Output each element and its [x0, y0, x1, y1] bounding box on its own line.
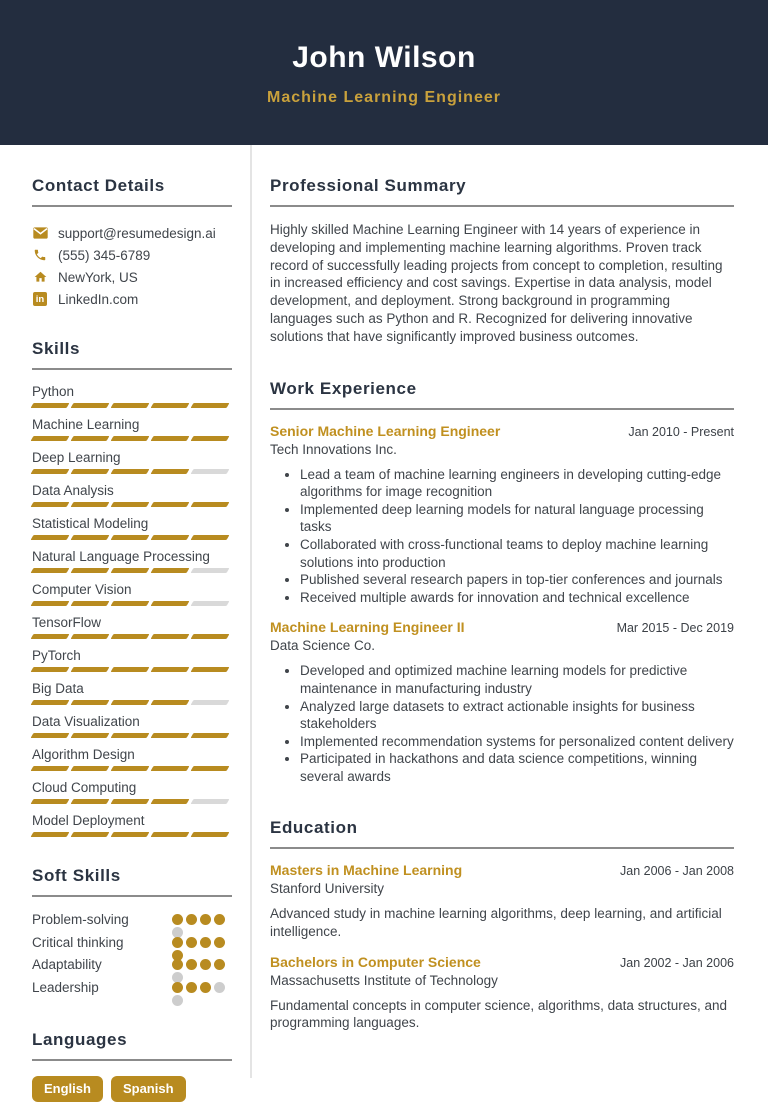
skill-bar-segment	[71, 733, 110, 738]
contact-item-text: (555) 345-6789	[58, 247, 151, 263]
contact-item-text: NewYork, US	[58, 269, 138, 285]
job-bullet: • Participated in hackathons and data science competitions, winning several awards	[300, 750, 734, 785]
soft-skill-label: Adaptability	[32, 957, 102, 972]
skill-bar-segment	[191, 403, 230, 408]
skill-bar-segment	[191, 634, 230, 639]
skill-bar-segment	[71, 568, 110, 573]
contact-item	[32, 266, 232, 288]
job-header	[270, 423, 734, 439]
jobs-list	[270, 423, 734, 786]
skill-label: Data Analysis	[32, 483, 114, 498]
rating-dot	[186, 959, 197, 970]
skills-section	[32, 339, 232, 837]
contact-list	[32, 222, 232, 310]
skill-level-bar	[32, 403, 232, 408]
rating-dot	[214, 982, 225, 993]
degree-description: Advanced study in machine learning algorithms, deep learning, and artificial intelligence.	[270, 906, 722, 940]
degree-header	[270, 954, 734, 970]
skill-row	[32, 680, 232, 705]
candidate-title: Machine Learning Engineer	[267, 89, 501, 106]
rating-dot	[172, 959, 183, 970]
soft-skill-label: Problem-solving	[32, 912, 129, 927]
contact-item-text: LinkedIn.com	[58, 291, 139, 307]
skill-bar-segment	[111, 832, 150, 837]
skill-label: TensorFlow	[32, 615, 102, 630]
degree-dates: Jan 2006 - Jan 2008	[620, 864, 734, 879]
skill-bar-segment	[111, 634, 150, 639]
skill-bar-segment	[191, 601, 230, 606]
skill-bar-segment	[191, 535, 230, 540]
degree-description: Fundamental concepts in computer science, algorithms, data structures, and programming languages.	[270, 997, 727, 1031]
skill-row	[32, 548, 232, 573]
skill-bar-segment	[31, 799, 70, 804]
skill-label: Computer Vision	[32, 582, 132, 597]
section-rule	[32, 205, 232, 207]
skill-row	[32, 812, 232, 837]
skill-bar-segment	[71, 700, 110, 705]
skill-bar-segment	[191, 667, 230, 672]
rating-dot	[214, 914, 225, 925]
rating-dot	[200, 914, 211, 925]
skills-list	[32, 383, 232, 837]
soft-skill-label: Critical thinking	[32, 934, 124, 950]
job-dates: Mar 2015 - Dec 2019	[616, 621, 734, 636]
skill-bar-segment	[31, 601, 70, 606]
job-bullet: • Implemented deep learning models for natural language processing tasks	[300, 501, 734, 536]
job-header	[270, 619, 734, 635]
candidate-name: John Wilson	[292, 41, 476, 74]
skill-bar-segment	[31, 469, 70, 474]
skill-bar-segment	[151, 634, 190, 639]
home-icon	[32, 270, 48, 285]
linkedin-icon: in	[33, 292, 47, 306]
skill-bar-segment	[191, 733, 230, 738]
linkedin-icon	[32, 292, 48, 307]
skill-bar-segment	[31, 667, 70, 672]
skill-level-bar	[32, 766, 232, 771]
skill-bar-segment	[71, 601, 110, 606]
skill-level-bar	[32, 502, 232, 507]
skill-bar-segment	[191, 469, 230, 474]
contact-item	[32, 222, 232, 244]
skill-label: Algorithm Design	[32, 747, 135, 762]
skill-bar-segment	[71, 799, 110, 804]
skill-label: Python	[32, 384, 75, 399]
job-bullet: • Lead a team of machine learning engineers in developing cutting-edge algorithms for image recognition	[300, 466, 734, 501]
skill-bar-segment	[111, 469, 150, 474]
job-bullet: • Received multiple awards for innovation and technical excellence	[300, 589, 734, 607]
skill-bar-segment	[191, 799, 230, 804]
summary-heading: Professional Summary	[270, 176, 467, 195]
skill-label: Big Data	[32, 681, 84, 696]
degree-dates: Jan 2002 - Jan 2006	[620, 955, 734, 970]
soft-skill-row	[32, 979, 232, 1002]
skill-bar-segment	[111, 766, 150, 771]
skill-bar-segment	[151, 535, 190, 540]
skill-bar-segment	[151, 502, 190, 507]
job-bullet: • Implemented recommendation systems for personalized content delivery	[300, 733, 734, 751]
skill-bar-segment	[71, 766, 110, 771]
skill-label: Deep Learning	[32, 450, 121, 465]
education-heading: Education	[270, 818, 358, 838]
skill-bar-segment	[151, 436, 190, 441]
skill-row	[32, 713, 232, 738]
job-title: Machine Learning Engineer II	[270, 619, 465, 636]
skill-label: Statistical Modeling	[32, 516, 149, 531]
skill-bar-segment	[111, 667, 150, 672]
rating-dot	[200, 959, 211, 970]
skill-bar-segment	[111, 568, 150, 573]
rating-dot	[200, 982, 211, 993]
rating-dot	[172, 982, 183, 993]
skill-bar-segment	[151, 700, 190, 705]
skill-bar-segment	[31, 403, 70, 408]
skill-row	[32, 449, 232, 474]
resume-header	[0, 0, 768, 145]
skill-bar-segment	[71, 436, 110, 441]
skill-label: PyTorch	[32, 648, 81, 663]
section-rule	[32, 1059, 232, 1061]
skill-bar-segment	[151, 469, 190, 474]
language-badge: Spanish	[111, 1076, 186, 1102]
skill-bar-segment	[71, 403, 110, 408]
contact-heading: Contact Details	[32, 176, 165, 195]
skill-row	[32, 647, 232, 672]
skill-bar-segment	[151, 667, 190, 672]
skill-label: Data Visualization	[32, 714, 140, 729]
skill-bar-segment	[31, 436, 70, 441]
degree-school: Stanford University	[270, 881, 385, 897]
job-bullet: • Analyzed large datasets to extract actionable insights for business stakeholders	[300, 698, 734, 733]
education-section	[270, 818, 734, 1031]
skill-bar-segment	[71, 832, 110, 837]
skill-bar-segment	[111, 436, 150, 441]
skill-row	[32, 482, 232, 507]
soft-skills-heading: Soft Skills	[32, 866, 121, 885]
skill-bar-segment	[191, 832, 230, 837]
degree-school: Massachusetts Institute of Technology	[270, 972, 498, 988]
soft-skill-row	[32, 956, 232, 979]
degree-header	[270, 862, 734, 878]
envelope-icon	[32, 226, 48, 241]
skill-bar-segment	[191, 766, 230, 771]
experience-heading: Work Experience	[270, 378, 417, 398]
skill-bar-segment	[191, 568, 230, 573]
job-bullets	[270, 662, 734, 785]
job-company: Data Science Co.	[270, 638, 376, 654]
job-bullet: • Published several research papers in top-tier conferences and journals	[300, 571, 734, 589]
skill-level-bar	[32, 535, 232, 540]
languages-list	[32, 1076, 232, 1102]
skill-row	[32, 779, 232, 804]
skill-bar-segment	[31, 832, 70, 837]
skill-bar-segment	[151, 832, 190, 837]
skill-label: Natural Language Processing	[32, 549, 210, 564]
main-column	[270, 145, 734, 1032]
skill-level-bar	[32, 634, 232, 639]
skill-level-bar	[32, 601, 232, 606]
soft-skills-list	[32, 911, 232, 1001]
skill-bar-segment	[71, 667, 110, 672]
skill-bar-segment	[31, 502, 70, 507]
section-rule	[32, 368, 232, 370]
soft-skill-label: Leadership	[32, 979, 99, 995]
skill-row	[32, 383, 232, 408]
soft-skill-row	[32, 911, 232, 934]
column-divider	[250, 145, 252, 1078]
skill-bar-segment	[31, 634, 70, 639]
summary-text: Highly skilled Machine Learning Engineer with 14 years of experience in developing and implementing machine learning algorithms. Proven track record of successfully leading projects from concept to completion, resulting in increased efficiency and cost savings. Expertise in data analysis, model development, and deployment. Strong background in programming languages such as Python and R. Recognized for delivering innovative solutions that have significantly improved business outcomes.	[270, 222, 723, 344]
skill-bar-segment	[31, 766, 70, 771]
skill-bar-segment	[71, 469, 110, 474]
soft-skill-rating	[172, 982, 232, 1006]
skill-bar-segment	[111, 403, 150, 408]
experience-section	[270, 379, 734, 786]
skill-bar-segment	[111, 601, 150, 606]
rating-dot	[172, 995, 183, 1006]
skill-level-bar	[32, 700, 232, 705]
job-entry	[270, 423, 734, 607]
skill-bar-segment	[31, 733, 70, 738]
skill-bar-segment	[31, 535, 70, 540]
rating-dot	[186, 982, 197, 993]
skill-row	[32, 515, 232, 540]
skill-bar-segment	[191, 700, 230, 705]
contact-item	[32, 244, 232, 266]
skill-bar-segment	[151, 568, 190, 573]
job-bullet: • Developed and optimized machine learning models for predictive maintenance in manufacturing industry	[300, 662, 734, 697]
skill-bar-segment	[71, 502, 110, 507]
contact-item-text: support@resumedesign.ai	[58, 225, 216, 241]
degrees-list	[270, 862, 734, 1031]
rating-dot	[186, 937, 197, 948]
degree-title: Masters in Machine Learning	[270, 862, 463, 879]
skill-level-bar	[32, 469, 232, 474]
sidebar	[32, 145, 232, 1102]
section-rule	[270, 847, 734, 849]
skill-bar-segment	[111, 799, 150, 804]
skill-bar-segment	[151, 733, 190, 738]
degree-title: Bachelors in Computer Science	[270, 953, 481, 970]
skill-label: Cloud Computing	[32, 780, 137, 795]
skill-row	[32, 614, 232, 639]
contact-item	[32, 288, 232, 310]
skill-bar-segment	[111, 502, 150, 507]
section-rule	[270, 408, 734, 410]
phone-icon	[32, 248, 48, 263]
soft-skill-row	[32, 934, 232, 957]
job-company: Tech Innovations Inc.	[270, 441, 397, 457]
job-dates: Jan 2010 - Present	[628, 424, 734, 439]
contact-section	[32, 176, 232, 310]
degree-entry	[270, 954, 734, 1032]
job-bullets	[270, 466, 734, 607]
skill-level-bar	[32, 799, 232, 804]
skill-bar-segment	[151, 403, 190, 408]
skill-level-bar	[32, 733, 232, 738]
rating-dot	[186, 914, 197, 925]
skill-row	[32, 581, 232, 606]
soft-skill-rating	[172, 959, 232, 983]
skill-bar-segment	[71, 634, 110, 639]
skill-bar-segment	[151, 799, 190, 804]
language-badge: English	[32, 1076, 103, 1102]
skill-level-bar	[32, 436, 232, 441]
job-entry	[270, 619, 734, 785]
rating-dot	[172, 937, 183, 948]
skill-bar-segment	[31, 568, 70, 573]
section-rule	[270, 205, 734, 207]
skill-bar-segment	[111, 733, 150, 738]
skill-row	[32, 746, 232, 771]
rating-dot	[200, 937, 211, 948]
skill-row	[32, 416, 232, 441]
soft-skill-rating	[172, 937, 232, 961]
skill-label: Model Deployment	[32, 813, 145, 828]
skill-bar-segment	[71, 535, 110, 540]
skill-bar-segment	[111, 700, 150, 705]
section-rule	[32, 895, 232, 897]
skill-level-bar	[32, 667, 232, 672]
skill-bar-segment	[191, 436, 230, 441]
soft-skill-rating	[172, 914, 232, 938]
skill-bar-segment	[31, 700, 70, 705]
languages-heading: Languages	[32, 1030, 128, 1049]
skill-level-bar	[32, 568, 232, 573]
skill-level-bar	[32, 832, 232, 837]
languages-section	[32, 1030, 232, 1102]
rating-dot	[172, 914, 183, 925]
skill-bar-segment	[151, 601, 190, 606]
rating-dot	[214, 937, 225, 948]
degree-entry	[270, 862, 734, 940]
skills-heading: Skills	[32, 339, 81, 358]
skill-bar-segment	[151, 766, 190, 771]
summary-section	[270, 176, 734, 346]
skill-bar-segment	[191, 502, 230, 507]
job-bullet: • Collaborated with cross-functional teams to deploy machine learning solutions into production	[300, 536, 734, 571]
rating-dot	[214, 959, 225, 970]
soft-skills-section	[32, 866, 232, 1001]
skill-bar-segment	[111, 535, 150, 540]
job-title: Senior Machine Learning Engineer	[270, 422, 501, 439]
skill-label: Machine Learning	[32, 417, 140, 432]
